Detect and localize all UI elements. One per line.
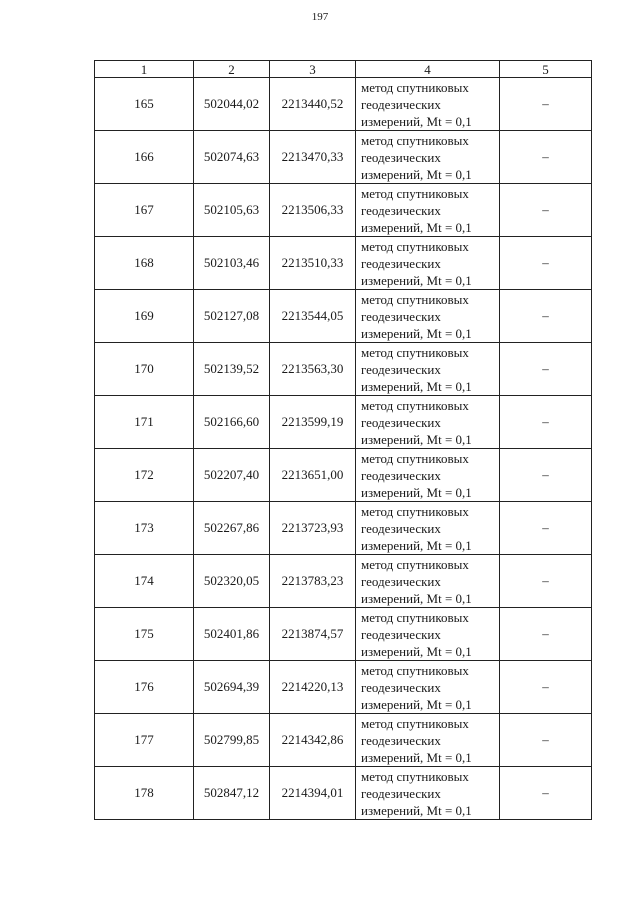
table-row: [95, 502, 592, 555]
method-line: геодезических: [361, 520, 441, 536]
method-line: метод спутниковых: [361, 768, 469, 784]
y-coordinate-cell: 2214394,01: [270, 767, 356, 820]
point-number-cell: 167: [95, 184, 194, 237]
x-coordinate-cell: 502105,63: [194, 184, 270, 237]
note-cell: –: [500, 343, 592, 396]
method-line: измерений, Mt = 0,1: [361, 325, 472, 341]
method-line: геодезических: [361, 202, 441, 218]
table-row: [95, 396, 592, 449]
method-line: метод спутниковых: [361, 503, 469, 519]
method-line: измерений, Mt = 0,1: [361, 643, 472, 659]
method-line: метод спутниковых: [361, 132, 469, 148]
method-line: геодезических: [361, 679, 441, 695]
x-coordinate-cell: 502127,08: [194, 290, 270, 343]
method-cell: [356, 290, 500, 343]
method-line: геодезических: [361, 149, 441, 165]
method-line: метод спутниковых: [361, 715, 469, 731]
x-coordinate-cell: 502401,86: [194, 608, 270, 661]
method-line: геодезических: [361, 573, 441, 589]
method-line: метод спутниковых: [361, 662, 469, 678]
x-coordinate-cell: 502103,46: [194, 237, 270, 290]
method-line: метод спутниковых: [361, 291, 469, 307]
method-cell: [356, 449, 500, 502]
method-line: геодезических: [361, 467, 441, 483]
point-number-cell: 168: [95, 237, 194, 290]
y-coordinate-cell: 2213470,33: [270, 131, 356, 184]
note-cell: –: [500, 502, 592, 555]
point-number-cell: 175: [95, 608, 194, 661]
method-cell: [356, 767, 500, 820]
x-coordinate-cell: 502320,05: [194, 555, 270, 608]
x-coordinate-cell: 502044,02: [194, 78, 270, 131]
method-line: измерений, Mt = 0,1: [361, 378, 472, 394]
x-coordinate-cell: 502166,60: [194, 396, 270, 449]
method-line: измерений, Mt = 0,1: [361, 537, 472, 553]
method-cell: [356, 343, 500, 396]
x-coordinate-cell: 502074,63: [194, 131, 270, 184]
x-coordinate-cell: 502139,52: [194, 343, 270, 396]
method-line: метод спутниковых: [361, 344, 469, 360]
method-line: метод спутниковых: [361, 450, 469, 466]
note-cell: –: [500, 767, 592, 820]
method-cell: [356, 555, 500, 608]
note-cell: –: [500, 396, 592, 449]
method-line: метод спутниковых: [361, 397, 469, 413]
method-line: измерений, Mt = 0,1: [361, 696, 472, 712]
table-row: [95, 184, 592, 237]
x-coordinate-cell: 502267,86: [194, 502, 270, 555]
method-line: геодезических: [361, 361, 441, 377]
x-coordinate-cell: 502847,12: [194, 767, 270, 820]
table-row: [95, 237, 592, 290]
header-note: 5: [500, 61, 592, 78]
method-cell: [356, 184, 500, 237]
page-number: 197: [311, 11, 329, 23]
note-cell: –: [500, 78, 592, 131]
method-line: измерений, Mt = 0,1: [361, 749, 472, 765]
method-cell: [356, 608, 500, 661]
y-coordinate-cell: 2213510,33: [270, 237, 356, 290]
table-row: [95, 290, 592, 343]
method-line: измерений, Mt = 0,1: [361, 431, 472, 447]
method-line: геодезических: [361, 308, 441, 324]
note-cell: –: [500, 290, 592, 343]
table-row: [95, 714, 592, 767]
point-number-cell: 165: [95, 78, 194, 131]
point-number-cell: 176: [95, 661, 194, 714]
method-line: метод спутниковых: [361, 609, 469, 625]
method-line: измерений, Mt = 0,1: [361, 484, 472, 500]
table-row: [95, 78, 592, 131]
table-row: [95, 343, 592, 396]
table-row: [95, 608, 592, 661]
method-line: измерений, Mt = 0,1: [361, 802, 472, 818]
note-cell: –: [500, 661, 592, 714]
method-line: геодезических: [361, 785, 441, 801]
method-cell: [356, 396, 500, 449]
method-line: геодезических: [361, 255, 441, 271]
method-line: геодезических: [361, 96, 441, 112]
table-row: [95, 767, 592, 820]
method-line: метод спутниковых: [361, 556, 469, 572]
note-cell: –: [500, 608, 592, 661]
point-number-cell: 177: [95, 714, 194, 767]
note-cell: –: [500, 131, 592, 184]
y-coordinate-cell: 2213599,19: [270, 396, 356, 449]
method-cell: [356, 714, 500, 767]
y-coordinate-cell: 2214342,86: [270, 714, 356, 767]
y-coordinate-cell: 2213874,57: [270, 608, 356, 661]
y-coordinate-cell: 2213783,23: [270, 555, 356, 608]
header-point-number: 1: [95, 61, 194, 78]
method-line: метод спутниковых: [361, 185, 469, 201]
x-coordinate-cell: 502799,85: [194, 714, 270, 767]
note-cell: –: [500, 237, 592, 290]
note-cell: –: [500, 184, 592, 237]
y-coordinate-cell: 2214220,13: [270, 661, 356, 714]
method-line: измерений, Mt = 0,1: [361, 272, 472, 288]
header-x-coordinate: 2: [194, 61, 270, 78]
y-coordinate-cell: 2213544,05: [270, 290, 356, 343]
point-number-cell: 172: [95, 449, 194, 502]
method-cell: [356, 78, 500, 131]
method-line: измерений, Mt = 0,1: [361, 590, 472, 606]
point-number-cell: 174: [95, 555, 194, 608]
method-line: метод спутниковых: [361, 79, 469, 95]
table-row: [95, 449, 592, 502]
method-line: геодезических: [361, 626, 441, 642]
point-number-cell: 173: [95, 502, 194, 555]
point-number-cell: 169: [95, 290, 194, 343]
point-number-cell: 171: [95, 396, 194, 449]
method-line: геодезических: [361, 414, 441, 430]
point-number-cell: 170: [95, 343, 194, 396]
y-coordinate-cell: 2213506,33: [270, 184, 356, 237]
table-row: [95, 131, 592, 184]
method-line: измерений, Mt = 0,1: [361, 219, 472, 235]
point-number-cell: 166: [95, 131, 194, 184]
y-coordinate-cell: 2213440,52: [270, 78, 356, 131]
note-cell: –: [500, 714, 592, 767]
y-coordinate-cell: 2213651,00: [270, 449, 356, 502]
method-cell: [356, 661, 500, 714]
table-row: [95, 661, 592, 714]
method-cell: [356, 502, 500, 555]
table-header-row: [95, 61, 592, 78]
method-line: метод спутниковых: [361, 238, 469, 254]
x-coordinate-cell: 502207,40: [194, 449, 270, 502]
method-cell: [356, 237, 500, 290]
method-line: измерений, Mt = 0,1: [361, 113, 472, 129]
y-coordinate-cell: 2213723,93: [270, 502, 356, 555]
point-number-cell: 178: [95, 767, 194, 820]
method-line: измерений, Mt = 0,1: [361, 166, 472, 182]
table-row: [95, 555, 592, 608]
method-line: геодезических: [361, 732, 441, 748]
x-coordinate-cell: 502694,39: [194, 661, 270, 714]
coordinates-table: [94, 60, 592, 820]
method-cell: [356, 131, 500, 184]
y-coordinate-cell: 2213563,30: [270, 343, 356, 396]
note-cell: –: [500, 449, 592, 502]
table-body: [95, 78, 592, 820]
header-method: 4: [356, 61, 500, 78]
note-cell: –: [500, 555, 592, 608]
header-y-coordinate: 3: [270, 61, 356, 78]
